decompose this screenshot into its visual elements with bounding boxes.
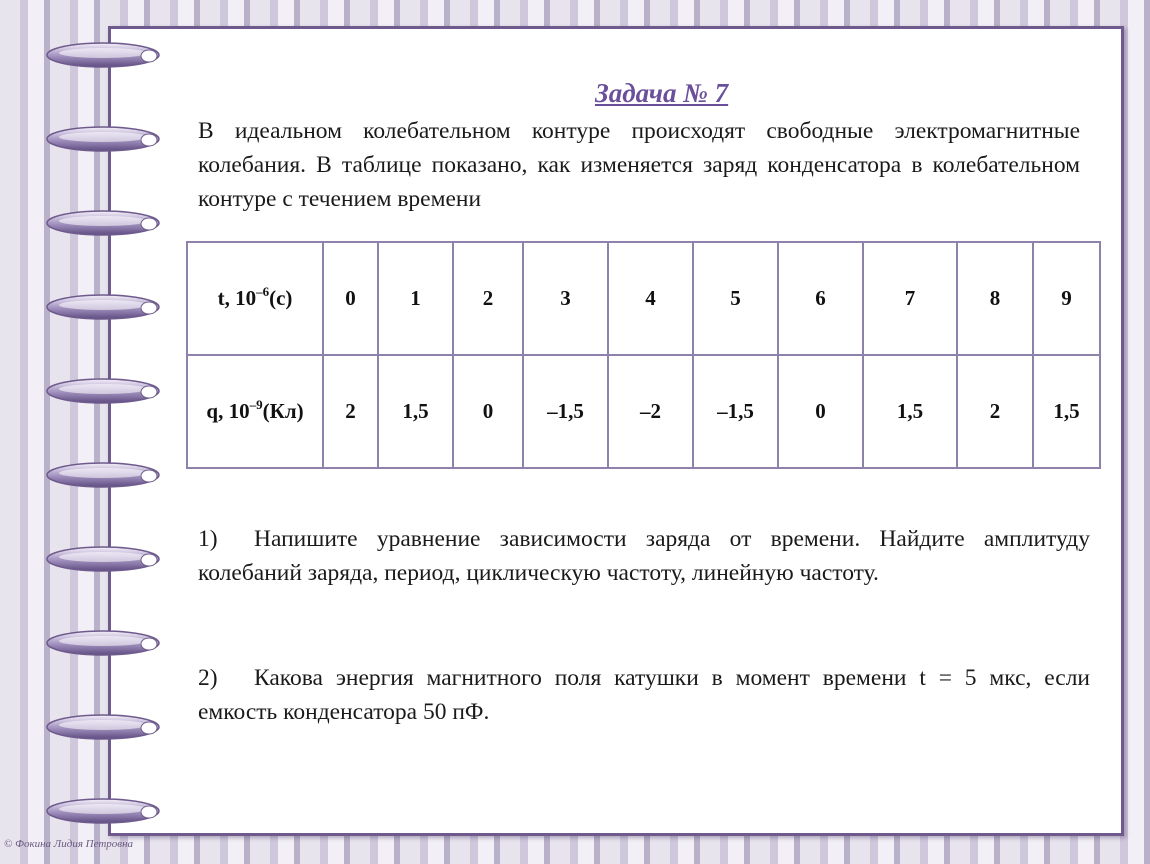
table-row-charge [187,355,1100,468]
t-cell: 5 [693,242,778,355]
q-cell: 2 [957,355,1033,468]
t-cell: 0 [323,242,378,355]
q-cell: 2 [323,355,378,468]
charge-time-table [186,241,1101,469]
question-number: 2) [198,665,218,691]
task-intro: В идеальном колебательном контуре происходят свободные электромагнитные колебания. В таблице показано, как изменяется заряд конденсатора в колебательном контуре с течением времени [198,118,1080,212]
question-number: 1) [198,526,218,552]
q-cell: –1,5 [523,355,608,468]
t-cell: 1 [378,242,453,355]
binder-ring-icon [45,460,163,490]
binder-ring-icon [45,712,163,742]
copyright-signature: © Фокина Лидия Петровна [4,838,134,850]
question-2 [198,661,1090,729]
question-text: Напишите уравнение зависимости заряда от времени. Найдите амплитуду колебаний заряда, период, циклическую частоту, линейную частоту. [198,526,1090,586]
question-text: Какова энергия магнитного поля катушки в момент времени t = 5 мкс, если емкость конденсатора 50 пФ. [198,665,1090,725]
q-cell: 1,5 [1033,355,1100,468]
q-cell: 1,5 [863,355,957,468]
t-cell: 7 [863,242,957,355]
binder-ring-icon [45,544,163,574]
t-cell: 8 [957,242,1033,355]
task-title: Задача № 7 [595,78,729,108]
t-cell: 2 [453,242,523,355]
t-cell: 4 [608,242,693,355]
q-cell: 0 [778,355,863,468]
t-cell: 3 [523,242,608,355]
row-header-time: t, $10^{-6}(с)$ [187,242,323,355]
q-cell: 0 [453,355,523,468]
row-header-charge: q, $10^{-9}(Кл)$ [187,355,323,468]
question-1 [198,522,1090,590]
t-cell: 9 [1033,242,1100,355]
binder-ring-icon [45,796,163,826]
binder-ring-icon [45,40,163,70]
t-cell: 6 [778,242,863,355]
binder-ring-icon [45,124,163,154]
q-cell: 1,5 [378,355,453,468]
table-row-time [187,242,1100,355]
q-cell: –1,5 [693,355,778,468]
q-cell: –2 [608,355,693,468]
binder-ring-icon [45,376,163,406]
binder-ring-icon [45,628,163,658]
binder-ring-icon [45,292,163,322]
notebook-rings [40,40,170,840]
binder-ring-icon [45,208,163,238]
